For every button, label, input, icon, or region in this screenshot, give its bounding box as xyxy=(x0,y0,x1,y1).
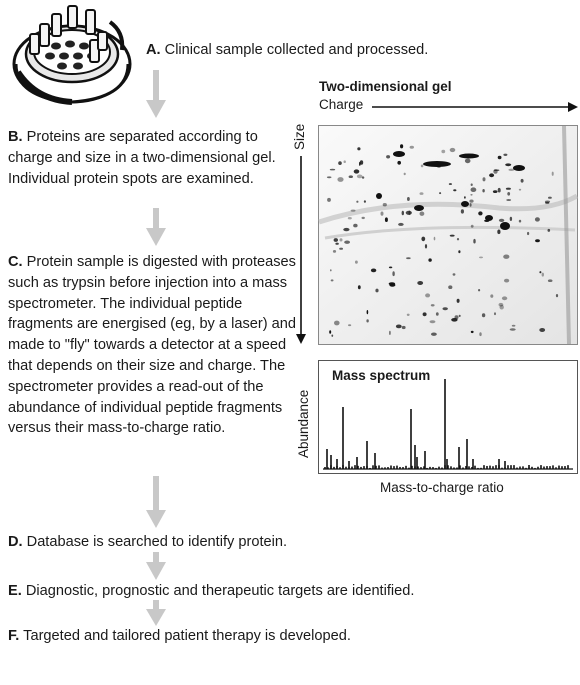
gel-spot xyxy=(458,250,460,253)
gel-spot xyxy=(423,312,427,316)
gel-spot xyxy=(392,271,394,276)
gel-spot xyxy=(359,162,361,166)
gel-spot xyxy=(437,166,441,168)
gel-title: Two-dimensional gel xyxy=(319,79,452,94)
gel-spot xyxy=(334,238,338,242)
gel-spot xyxy=(362,217,365,219)
gel-spot xyxy=(343,228,349,231)
gel-spot xyxy=(465,159,471,164)
gel-spot xyxy=(376,193,382,199)
gel-spot xyxy=(398,223,404,226)
gel-image xyxy=(318,125,578,345)
gel-spot xyxy=(497,230,500,235)
gel-spot xyxy=(510,328,516,330)
size-axis-label: Size xyxy=(292,123,307,150)
gel-spot xyxy=(414,205,424,211)
gel-spot xyxy=(539,328,545,332)
flow-arrow-a-b xyxy=(144,70,168,120)
gel-spot xyxy=(507,192,510,196)
gel-spot xyxy=(339,248,343,250)
gel-spot xyxy=(482,189,484,192)
gel-spot xyxy=(344,160,346,163)
gel-spot xyxy=(470,194,472,196)
mass-spectrum-title: Mass spectrum xyxy=(332,368,431,383)
gel-spot xyxy=(439,192,441,194)
flow-arrow-b-c xyxy=(144,208,168,248)
gel-spot xyxy=(389,267,392,269)
gel-spot xyxy=(461,201,469,207)
gel-spot xyxy=(504,279,509,283)
gel-spot xyxy=(338,161,342,165)
gel-spot xyxy=(400,144,403,148)
gel-spot xyxy=(389,331,391,335)
gel-spot xyxy=(410,146,414,149)
gel-spot xyxy=(459,315,461,317)
gel-spot xyxy=(348,217,352,219)
sample-plate-icon xyxy=(6,2,138,114)
gel-spot xyxy=(448,285,452,289)
gel-spot xyxy=(357,147,360,150)
gel-spot xyxy=(506,188,511,190)
gel-spot xyxy=(425,244,427,248)
gel-spot xyxy=(329,330,331,334)
gel-spot xyxy=(489,173,494,177)
gel-spot xyxy=(506,199,511,201)
gel-spot xyxy=(479,257,483,259)
gel-spot xyxy=(367,310,369,314)
gel-spot xyxy=(431,333,437,336)
step-b xyxy=(8,127,290,189)
step-b-letter: B. xyxy=(8,129,23,145)
gel-spot xyxy=(407,197,410,201)
gel-spot xyxy=(539,271,541,273)
gel-spot xyxy=(351,210,356,212)
flow-arrow-c-d xyxy=(144,476,168,530)
size-arrow-icon xyxy=(295,156,307,346)
gel-spot xyxy=(404,173,406,176)
gel-spot xyxy=(450,148,456,152)
gel-spot xyxy=(548,197,552,199)
gel-spot xyxy=(457,238,459,240)
mass-to-charge-axis-label: Mass-to-charge ratio xyxy=(380,480,504,495)
gel-spot xyxy=(421,165,424,168)
gel-spot xyxy=(478,289,480,291)
gel-spot xyxy=(335,243,338,245)
gel-spot xyxy=(331,335,333,337)
gel-spot xyxy=(453,189,456,191)
gel-spot xyxy=(483,177,486,181)
gel-spot xyxy=(348,324,351,326)
gel-spot xyxy=(353,224,357,228)
gel-spot xyxy=(556,294,558,297)
gel-spot xyxy=(473,239,475,244)
gel-spot xyxy=(513,165,525,171)
gel-spot xyxy=(430,320,436,323)
gel-spot xyxy=(493,169,497,174)
gel-spot xyxy=(478,211,482,215)
gel-spot xyxy=(464,196,466,198)
gel-spot xyxy=(510,217,512,221)
gel-spot xyxy=(385,217,388,222)
gel-spot xyxy=(521,179,524,183)
gel-spot xyxy=(331,279,334,281)
gel-spot xyxy=(479,332,481,336)
gel-spot xyxy=(431,304,435,306)
gel-spot xyxy=(499,303,504,307)
step-e-text: Diagnostic, prognostic and therapeutic targets are identified. xyxy=(21,583,415,599)
gel-spot xyxy=(535,217,540,221)
step-f-text: Targeted and tailored patient therapy is developed. xyxy=(19,628,351,644)
step-d-letter: D. xyxy=(8,534,23,550)
gel-spot xyxy=(431,165,436,167)
gel-spot xyxy=(503,154,507,156)
gel-spot xyxy=(330,269,332,271)
gel-spot xyxy=(470,203,472,207)
gel-spot xyxy=(428,258,431,261)
gel-spot xyxy=(402,211,404,216)
gel-spot xyxy=(420,192,424,195)
gel-spot xyxy=(375,289,378,293)
gel-spot xyxy=(499,219,504,222)
gel-spot xyxy=(356,201,358,203)
gel-spot xyxy=(542,273,544,277)
flow-arrow-d-e xyxy=(144,552,168,582)
step-e xyxy=(8,581,568,602)
gel-spot xyxy=(503,255,509,259)
gel-spot xyxy=(406,257,411,259)
gel-spot xyxy=(397,161,401,165)
gel-spot xyxy=(461,209,464,213)
gel-spot xyxy=(333,250,336,253)
gel-spot xyxy=(327,198,331,202)
gel-spot xyxy=(519,189,521,191)
gel-spot xyxy=(334,321,340,326)
gel-spot xyxy=(330,169,335,171)
gel-spot xyxy=(457,299,460,303)
gel-spot xyxy=(417,281,423,285)
gel-spot xyxy=(337,177,343,182)
gel-spot xyxy=(502,296,507,300)
gel-spot xyxy=(396,325,402,329)
gel-spot xyxy=(364,200,366,203)
gel-spot xyxy=(420,212,425,216)
gel-spot xyxy=(498,188,501,193)
charge-axis-label: Charge xyxy=(319,97,364,112)
gel-spot xyxy=(355,261,358,264)
gel-spot xyxy=(500,222,510,230)
gel-spot xyxy=(545,201,550,203)
step-d-text: Database is searched to identify protein. xyxy=(22,534,288,550)
gel-spot xyxy=(471,187,477,192)
gel-spot xyxy=(471,183,473,186)
gel-spot xyxy=(402,326,406,329)
gel-spot xyxy=(490,294,493,297)
gel-spot xyxy=(423,161,451,167)
gel-spot xyxy=(441,150,445,153)
gel-spot xyxy=(548,229,551,232)
gel-spot xyxy=(471,331,474,333)
gel-spot xyxy=(498,156,502,159)
gel-spot xyxy=(407,314,410,316)
step-a-letter: A. xyxy=(146,42,161,58)
charge-arrow-icon xyxy=(372,102,580,112)
gel-spot xyxy=(493,190,498,193)
gel-spot xyxy=(386,155,390,158)
gel-spot xyxy=(548,279,553,282)
gel-spot xyxy=(471,225,474,228)
step-c-letter: C. xyxy=(8,254,23,270)
gel-spot xyxy=(508,169,514,171)
gel-spot xyxy=(357,175,363,179)
gel-spot xyxy=(421,237,425,242)
gel-spot xyxy=(450,235,455,237)
step-f-letter: F. xyxy=(8,628,20,644)
gel-spot xyxy=(381,212,384,216)
gel-spot xyxy=(393,151,405,157)
gel-spot xyxy=(406,211,412,215)
gel-spot xyxy=(389,282,395,285)
gel-spot xyxy=(469,200,473,203)
step-e-letter: E. xyxy=(8,583,22,599)
gel-spot xyxy=(519,220,521,223)
step-c-text: Protein sample is digested with proteases such as trypsin before injection into a mass spectrometer. The individual peptide fragments are energised (eg, by a laser) and made to "fly" towards a detector at a speed that depends on their size and charge. The spectrometer provides a read-out of the abundance of individual peptide fragments versus their mass-to-charge ratio. xyxy=(8,254,296,437)
step-b-text: Proteins are separated according to charge and size in a two-dimensional gel. Individual protein spots are examined. xyxy=(8,129,276,187)
gel-spot xyxy=(349,175,353,178)
gel-spot xyxy=(459,154,479,159)
gel-spot xyxy=(434,237,436,241)
gel-spot xyxy=(505,163,511,166)
gel-spot xyxy=(527,232,529,235)
gel-spot xyxy=(453,273,456,275)
flow-arrow-e-f xyxy=(144,600,168,628)
step-a xyxy=(146,40,566,61)
gel-spot xyxy=(443,307,448,310)
abundance-axis-label: Abundance xyxy=(296,389,311,458)
gel-spot xyxy=(340,238,343,241)
gel-spot xyxy=(484,220,489,222)
gel-spot xyxy=(455,315,459,319)
gel-spot xyxy=(383,203,387,206)
step-c xyxy=(8,252,296,439)
gel-spot xyxy=(371,269,376,273)
gel-spot xyxy=(482,313,485,317)
gel-spot xyxy=(449,183,452,185)
gel-spot xyxy=(354,169,360,173)
gel-spot xyxy=(425,293,430,297)
gel-spot xyxy=(327,176,332,178)
gel-spot xyxy=(512,325,516,327)
gel-spot xyxy=(494,312,496,315)
gel-spot xyxy=(535,239,540,242)
gel-spot xyxy=(366,319,368,322)
gel-spot xyxy=(344,241,350,244)
step-a-text: Clinical sample collected and processed. xyxy=(160,42,429,58)
gel-spot xyxy=(552,172,554,176)
gel-spot xyxy=(358,285,361,289)
step-d xyxy=(8,532,528,553)
step-f xyxy=(8,626,528,647)
gel-spot xyxy=(436,312,439,316)
